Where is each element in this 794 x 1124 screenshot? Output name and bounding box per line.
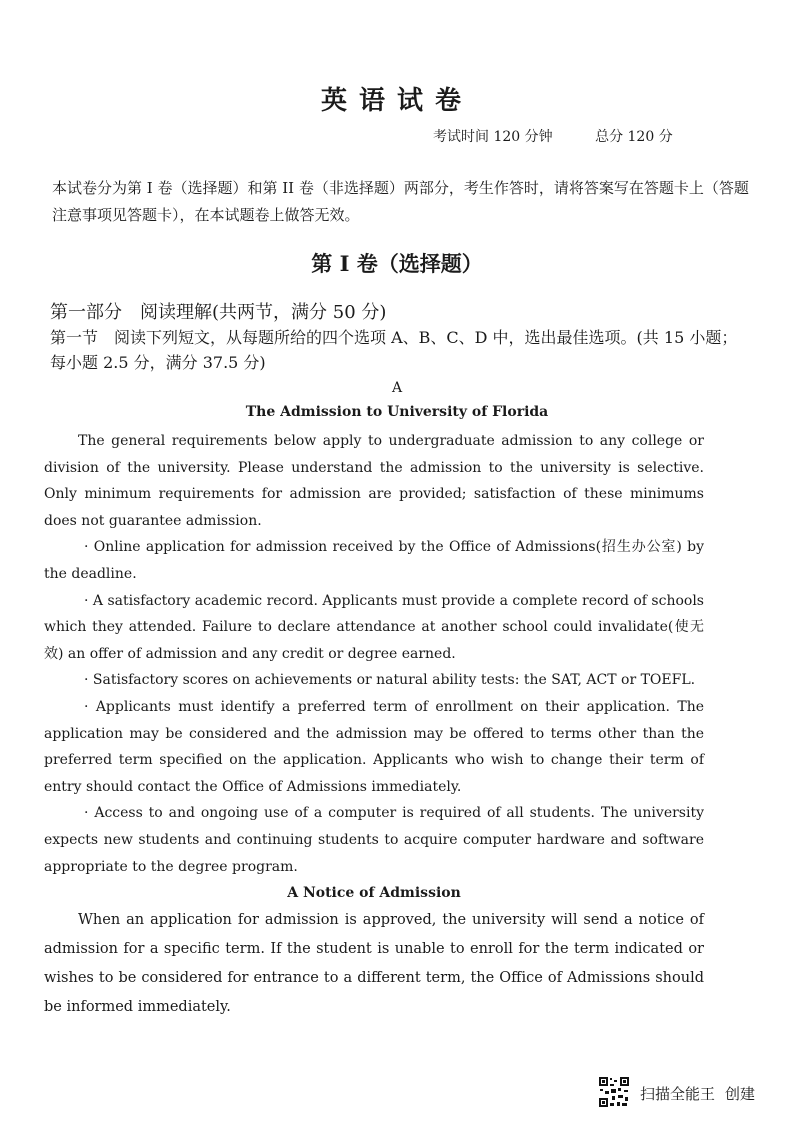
passage-title: The Admission to University of Florida: [245, 404, 549, 420]
requirement-item: · Online application for admission received by the Office of Admissions(招生办公室) by the deadline.: [44, 539, 704, 582]
part-title: 第一部分 阅读理解(共两节，满分 50 分): [50, 302, 387, 323]
requirement-item: · A satisfactory academic record. Applicants must provide a complete record of schools which they attended. Failure to declare attendance at another school could invalidate(使无效) an offer of admission and any credit or degree earned.: [44, 592, 704, 662]
watermark-action: 创建: [725, 1085, 756, 1103]
passage-body: [44, 428, 704, 1022]
passage-letter: A: [391, 380, 403, 396]
requirement-item: · Access to and ongoing use of a computer is required of all students. The university expects new students and continuing students to acquire computer hardware and software appropriate to the degree program.: [44, 805, 704, 875]
scanner-watermark: [640, 1083, 755, 1104]
requirement-item: · Satisfactory scores on achievements or natural ability tests: the SAT, ACT or TOEFL.: [84, 672, 696, 689]
notice-paragraph: When an application for admission is approved, the university will send a notice of admission for a specific term. If the student is unable to enroll for the term indicated or wishes to be considered for entrance to a different term, the Office of Admissions should be informed immediately.: [44, 912, 704, 1016]
exam-title: 英语试卷: [320, 86, 473, 116]
passage-paragraph: The general requirements below apply to undergraduate admission to any college or division of the university. Please understand the admission to the university is selective. Only minimum requirements for admission are provided; satisfaction of these minimums does not guarantee admission.: [44, 433, 704, 529]
subsection-instructions: 第一节 阅读下列短文，从每题所给的四个选项 A、B、C、D 中，选出最佳选项。(共 15 小题；每小题 2.5 分，满分 37.5 分): [50, 328, 738, 372]
exam-time: 考试时间 120 分钟: [433, 129, 553, 145]
exam-instructions: 本试卷分为第 I 卷（选择题）和第 II 卷（非选择题）两部分，考生作答时，请将答案写在答题卡上（答题注意事项见答题卡），在本试题卷上做答无效。: [52, 179, 749, 224]
exam-score: 总分 120 分: [595, 129, 673, 145]
qr-code-icon: [598, 1076, 630, 1108]
notice-title: A Notice of Admission: [287, 885, 461, 902]
section-title: 第 I 卷（选择题）: [311, 251, 483, 276]
watermark-app: 扫描全能王: [640, 1085, 716, 1103]
exam-meta: [433, 126, 673, 146]
requirement-item: · Applicants must identify a preferred term of enrollment on their application. The application may be considered and the admission may be offered to terms other than the preferred term specified on the application. Applicants who wish to change their term of entry should contact the Office of Admissions immediately.: [44, 698, 704, 795]
